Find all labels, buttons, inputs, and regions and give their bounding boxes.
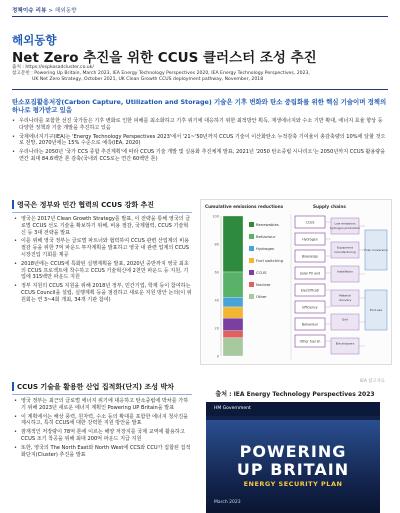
supply-node-label: Hydrogen xyxy=(302,237,318,242)
tick-label: 100 xyxy=(212,214,219,219)
supply-stage-label: Equipment xyxy=(337,245,353,250)
legend-swatch xyxy=(249,294,254,299)
bar-segment xyxy=(223,216,243,272)
lead-paragraph: 탄소포집활용저장(Carbon Capture, Utilization and Storage) 기술은 기후 변화와 탄소 중립화를 위한 핵심 기술이며 정책의 하나로 평가받고 있음 xyxy=(12,98,387,115)
legend-swatch xyxy=(249,270,254,275)
cover-title-line1: POWERING xyxy=(239,442,347,461)
legend-label: Nuclear xyxy=(256,282,271,288)
supply-stage-label: recovery xyxy=(338,298,352,302)
section-title-uk-policy: 영국은 정부와 민간 협력의 CCUS 강화 추진 xyxy=(17,201,155,209)
left-panel-title: Cumulative emissions reductions xyxy=(205,204,284,209)
bar-segment xyxy=(223,331,243,338)
supply-stage-label: manufacturing xyxy=(334,250,356,254)
right-panel-title: Supply chains xyxy=(313,204,346,209)
legend-label: Behaviour xyxy=(256,234,276,240)
supply-end-label: End-use xyxy=(369,308,383,312)
supply-stage-label: Material xyxy=(339,293,351,298)
title-divider xyxy=(12,89,388,90)
header-rule xyxy=(12,16,388,17)
references-line2: UK Net Zero Strategy, October 2021, UK Clean Growth CCUS deployment pathway, November, 2018 xyxy=(32,77,264,82)
tick-label: 20 xyxy=(214,326,219,331)
supply-node-label: CCUS xyxy=(305,220,315,225)
supply-node-label: Electrificati xyxy=(301,288,319,293)
figure-credit: IEA 참고자료 xyxy=(360,379,385,384)
bar-segment xyxy=(223,297,243,307)
legend-swatch xyxy=(249,246,254,251)
report-cover-image xyxy=(206,402,380,513)
bar-segment xyxy=(223,318,243,331)
legend-swatch xyxy=(249,258,254,263)
uk-policy-bullet-list xyxy=(14,216,192,306)
intro-bullet-list xyxy=(12,118,388,165)
cluster-bullet-list xyxy=(14,398,192,460)
supply-stage-label: Installation xyxy=(336,269,354,274)
list-item: • 우리나라는 2050년 '국가 CCS 종합 추진계획'에 따라 CCUS 기술 개발 및 실용화 추진체계 발표, 2021년 '2050 탄소중립 시나리오'는 2050년까지 CCUS 활용량을 연간 최대 84.6백만 톤 감축(국내외 CCS로는 연간 60백만 톤) xyxy=(12,149,388,163)
list-item: • 영국은 2017년 Clean Growth Strategy를 발표, 이 전략을 통해 영국의 글로벌 CCUS 선도 기술을 확보하기 위해, 비용 절감, 국제협력, CCUS 기술혁신 등 3대 전략을 발표 xyxy=(14,216,192,236)
source-url: 출처 : https://espkosadcluster.co.uk/ xyxy=(12,65,94,70)
bar-segment xyxy=(223,272,243,297)
tick-label: 80 xyxy=(214,242,219,247)
cover-title-line2: UP BRITAIN xyxy=(236,460,350,479)
supply-node-label: Other fuel sh xyxy=(299,339,321,344)
supply-chain-diagram xyxy=(291,214,388,360)
legend-label: Other xyxy=(256,294,267,300)
tick-label: 60 xyxy=(214,270,219,275)
supply-stage-node xyxy=(331,266,359,282)
section-marker xyxy=(12,200,14,209)
bar-axis xyxy=(212,214,221,358)
tick-label: 40 xyxy=(214,298,219,303)
bar-segment xyxy=(223,338,243,356)
supply-node-label: Solar PV and xyxy=(299,271,321,276)
supply-end-label: Fuel conversion xyxy=(364,248,388,252)
list-item: • 우리나라를 포함한 선진 국가들은 기후 변화로 인한 피해를 최소화하고 기후 위기에 대응하기 위한 최적방안 획득, 재생에너지와 수소 기반 확대, 에너지 효율 향상 등 다양한 정책과 기술 개발을 추진하고 있음 xyxy=(12,118,388,132)
references-line1: 참고문헌 : Powering Up Britain, March 2023, IEA Energy Technology Perspectives 2020, IEA Energy Technology Perspectives, 2023, xyxy=(12,71,310,76)
breadcrumb-part1: 정책이슈 리뷰 xyxy=(12,8,47,14)
legend-label: Renewables xyxy=(256,222,279,228)
supply-node-label: Behaviour xyxy=(301,322,319,327)
legend-swatch xyxy=(249,282,254,287)
list-item: • 이 계획에서는 해상 풍력, 원자력, 수소 등의 확대를 포함한 에너지 청사진을 제시하고, 특히 CCUS에 대한 강력한 지원 방안을 발표 xyxy=(14,414,192,428)
category-label: 해외동향 xyxy=(12,33,57,47)
tick-label: 0 xyxy=(216,354,219,359)
stacked-bar xyxy=(223,216,243,356)
bar-segment xyxy=(223,307,243,318)
legend-label: CCUS xyxy=(256,270,267,276)
legend-label: Hydrogen xyxy=(256,246,275,252)
supply-stage-label: Grid xyxy=(341,317,349,322)
supply-node-label: Bioenergy xyxy=(301,254,319,259)
list-item: • 잠재적인 저장량이 78억 톤에 이르는 해양 저장지를 국제 교역에 활용하고 CCUS 조기 착공을 위해 최대 200억 파운드 지급 지원 xyxy=(14,429,192,443)
figure-graphic xyxy=(201,200,391,364)
cover-publisher: HM Government xyxy=(214,406,251,411)
supply-node-label: Efficiency xyxy=(302,305,318,310)
supply-stage-label: Electrolysers xyxy=(335,341,355,346)
legend-swatch xyxy=(249,234,254,239)
section-marker xyxy=(12,382,14,391)
legend-label: Fuel switching xyxy=(256,258,283,264)
section-divider xyxy=(12,394,192,395)
supply-stage-label: hydrogen production xyxy=(329,226,361,230)
breadcrumb: 정책이슈 리뷰 > 해외동향 xyxy=(12,8,77,14)
legend-swatch xyxy=(249,222,254,227)
list-item: • 또한, 영국의 The North East와 North West에 CCS와 CCU가 집합된 집적화단지(Cluster) 추진을 발표 xyxy=(14,445,192,459)
section-title-industrial-cluster: CCUS 기술을 활용한 산업 집적화(단지) 조성 박차 xyxy=(17,383,174,391)
figure-caption: 출처 : IEA Energy Technology Perspectives 2023 xyxy=(215,391,375,398)
cover-subtitle: ENERGY SECURITY PLAN xyxy=(243,480,343,488)
list-item: • 정부 지원의 CCUS 지원을 위해 2018년 정부, 민간기업, 학계 등이 참여하는 CCUS Council을 설립, 실행계획 등을 점검하고 새로운 지원 방안 논의(이 위원회는 연 3~4회 개최, 34개 기관 참여) xyxy=(14,283,192,303)
supply-stage-node xyxy=(331,314,359,330)
cover-date: March 2023 xyxy=(214,500,241,505)
list-item: • 국제에너지기구(IEA)는 'Energy Technology Perspectives 2023'에서 '21~'50년까지 CCUS 기술이 이산화탄소 누적감축 기여율이 총감축량의 10%에 달할 것으로 전망, 2070년에는 15% 수준으로 예측(IEA, 2020) xyxy=(12,134,388,148)
emissions-supply-figure xyxy=(200,199,392,365)
page-title: Net Zero 추진을 위한 CCUS 클러스터 조성 추진 xyxy=(12,50,317,66)
breadcrumb-part2: 해외동향 xyxy=(54,8,77,14)
supply-stage-node xyxy=(331,338,359,354)
list-item: • 2018년에는 CCUS에 특화된 실행계획을 발표, 2020년 중반까지 영국 최초의 CCUS 프로젝트에 착수하고 CCUS 기술혁신에 2천만 파운드 등 지원, 기업에 315백만 파운드 지원 xyxy=(14,261,192,281)
bar-legend xyxy=(249,222,284,299)
supply-stage-label: Low emissions xyxy=(334,221,356,226)
list-item: • 이를 위해 영국 정부는 글로벌 파트너와 협력하여 CCUS 관련 산업계의 비용 절감 등을 위한 7억 파운드 투자계획을 발표하고 영국 내 관련 업계의 CCUS 시장진입 기회를 제공 xyxy=(14,238,192,258)
list-item: • 영국 정부는 최근의 글로벌 에너지 위기에 대응하고 탄소중립에 박차를 가하기 위해 2023년 새로운 에너지 계획인 Powering UP Britain을 발표 xyxy=(14,398,192,412)
section-divider xyxy=(12,212,192,213)
